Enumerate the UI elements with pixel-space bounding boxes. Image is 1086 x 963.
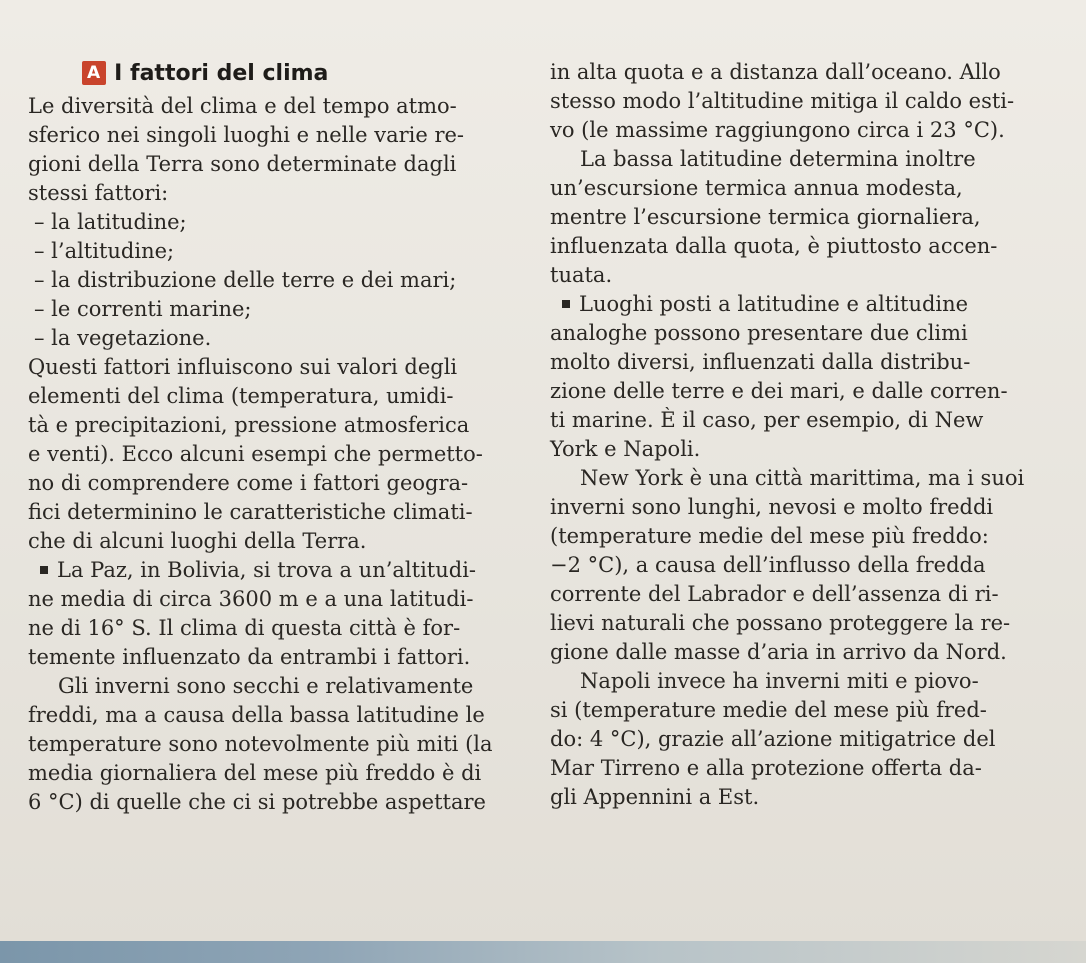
left-line: che di alcuni luoghi della Terra. — [28, 529, 367, 553]
left-line: fici determinino le caratteristiche climati- — [28, 500, 473, 524]
right-line: in alta quota e a distanza dall’oceano. Allo — [550, 60, 1001, 84]
left-line: gioni della Terra sono determinate dagli — [28, 152, 457, 176]
bullet-square-icon — [40, 566, 48, 574]
left-line: La Paz, in Bolivia, si trova a un’altitudi- — [57, 558, 477, 582]
right-line: mentre l’escursione termica giornaliera, — [550, 205, 981, 229]
right-line: corrente del Labrador e dell’assenza di ri- — [550, 582, 999, 606]
right-line: molto diversi, influenzati dalla distribu- — [550, 350, 971, 374]
right-line: inverni sono lunghi, nevosi e molto freddi — [550, 495, 994, 519]
factor-list-item: – l’altitudine; — [34, 239, 175, 263]
left-line: stessi fattori: — [28, 181, 169, 205]
section-title: I fattori del clima — [114, 60, 329, 86]
left-line: freddi, ma a causa della bassa latitudine le — [28, 703, 485, 727]
left-line: tà e precipitazioni, pressione atmosferica — [28, 413, 470, 437]
right-line: Mar Tirreno e alla protezione offerta da- — [550, 756, 982, 780]
right-line: do: 4 °C), grazie all’azione mitigatrice del — [550, 727, 996, 751]
factor-list-item: – la latitudine; — [34, 210, 187, 234]
left-line: 6 °C) di quelle che ci si potrebbe aspettare — [28, 790, 486, 814]
right-line: −2 °C), a causa dell’influsso della fredda — [550, 553, 986, 577]
right-line: un’escursione termica annua modesta, — [550, 176, 963, 200]
page-bottom-strip — [0, 941, 1086, 963]
left-line: temperature sono notevolmente più miti (la — [28, 732, 493, 756]
left-line: temente influenzato da entrambi i fattori. — [28, 645, 471, 669]
right-line: stesso modo l’altitudine mitiga il caldo esti- — [550, 89, 1015, 113]
right-column — [550, 58, 1065, 812]
right-line: (temperature medie del mese più freddo: — [550, 524, 989, 548]
left-line: ne media di circa 3600 m e a una latitudi- — [28, 587, 474, 611]
factor-list-item: – la distribuzione delle terre e dei mari; — [34, 268, 457, 292]
left-line: elementi del clima (temperatura, umidi- — [28, 384, 454, 408]
right-line: New York è una città marittima, ma i suoi — [580, 466, 1025, 490]
section-badge: A — [82, 61, 106, 85]
right-line: gione dalle masse d’aria in arrivo da Nord. — [550, 640, 1007, 664]
factor-list-item: – la vegetazione. — [34, 326, 212, 350]
factor-list-item: – le correnti marine; — [34, 297, 252, 321]
right-line: gli Appennini a Est. — [550, 785, 760, 809]
right-line: si (temperature medie del mese più fred- — [550, 698, 987, 722]
left-line: media giornaliera del mese più freddo è di — [28, 761, 482, 785]
left-line: sferico nei singoli luoghi e nelle varie re- — [28, 123, 465, 147]
right-line: ti marine. È il caso, per esempio, di New — [550, 408, 984, 432]
right-line: zione delle terre e dei mari, e dalle corren- — [550, 379, 1008, 403]
left-line: Gli inverni sono secchi e relativamente — [58, 674, 474, 698]
left-column — [28, 58, 518, 817]
right-line: York e Napoli. — [550, 437, 701, 461]
right-line: tuata. — [550, 263, 613, 287]
right-line: vo (le massime raggiungono circa i 23 °C). — [550, 118, 1005, 142]
right-line: influenzata dalla quota, è piuttosto accen- — [550, 234, 998, 258]
left-line: e venti). Ecco alcuni esempi che permetto- — [28, 442, 483, 466]
right-line: Luoghi posti a latitudine e altitudine — [579, 292, 969, 316]
right-line: La bassa latitudine determina inoltre — [580, 147, 976, 171]
right-line: analoghe possono presentare due climi — [550, 321, 968, 345]
right-line: Napoli invece ha inverni miti e piovo- — [580, 669, 979, 693]
left-line: Questi fattori influiscono sui valori degli — [28, 355, 458, 379]
section-heading — [82, 58, 518, 88]
bullet-square-icon — [562, 300, 570, 308]
right-line: lievi naturali che possano proteggere la re- — [550, 611, 1011, 635]
left-line: Le diversità del clima e del tempo atmo- — [28, 94, 457, 118]
left-line: no di comprendere come i fattori geogra- — [28, 471, 469, 495]
left-line: ne di 16° S. Il clima di questa città è for- — [28, 616, 461, 640]
